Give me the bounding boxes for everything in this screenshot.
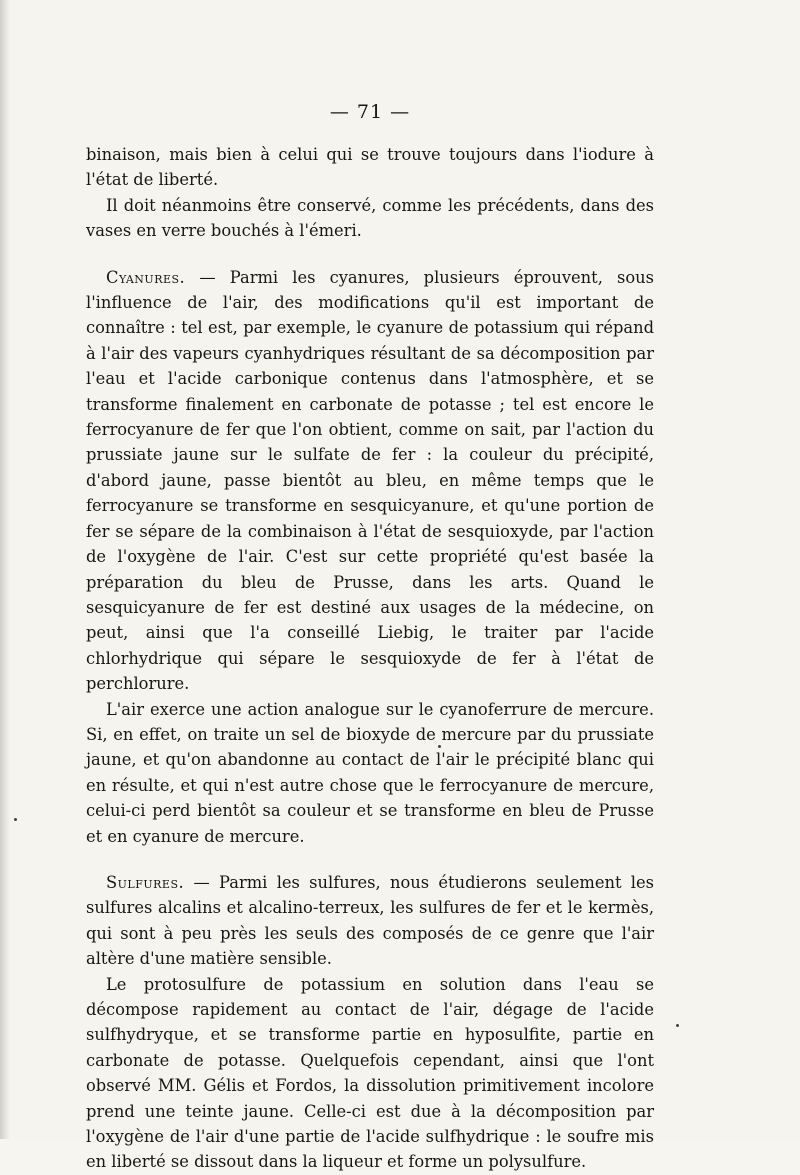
paragraph-protosulfure [86, 972, 654, 1175]
section-cyanures [86, 265, 654, 697]
paragraph-2 [86, 193, 654, 244]
paragraph-1-text: binaison, mais bien à celui qui se trouve toujours dans l'iodure à l'état de liberté. [86, 145, 654, 190]
page-edge-shadow [0, 0, 10, 1139]
section-heading-sulfures: Sulfures. [106, 872, 185, 892]
section-sulfures [86, 870, 654, 972]
ink-speck [14, 818, 17, 821]
paragraph-1 [86, 142, 654, 193]
section-heading-cyanures: Cyanures. [106, 267, 186, 287]
page-number: — 71 — [329, 101, 411, 123]
body-text [86, 142, 654, 1175]
paragraph-cyanoferrure-text: L'air exerce une action analogue sur le cyanoferrure de mercure. Si, en effet, on traite un sel de bioxyde de mercure par du prussiate jaune, et qu'on abandonne au contact de l'air le précipité blanc qui en résulte, et qui n'est autre chose que le ferrocyanure de mercure, celui-ci perd bientôt sa couleur et se transforme en bleu de Prusse et en cyanure de mercure. [86, 699, 654, 846]
section-sulfures-text: — Parmi les sulfures, nous étudierons seulement les sulfures alcalins et alcalino-terreux, les sulfures de fer et le kermès, qui sont à peu près les seuls des composés de ce genre que l'air altère d'une matière sensible. [86, 872, 654, 969]
paragraph-cyanoferrure [86, 697, 654, 849]
section-cyanures-text: — Parmi les cyanures, plusieurs éprouvent, sous l'influence de l'air, des modifications qu'il est important de connaître : tel est, par exemple, le cyanure de potassium qui répand à l'air des vapeurs cyanhydriques résultant de sa décomposition par l'eau et l'acide carbonique contenus dans l'atmosphère, et se transforme finalement en carbonate de potasse ; tel est encore le ferrocyanure de fer que l'on obtient, comme on sait, par l'action du prussiate jaune sur le sulfate de fer : la couleur du précipité, d'abord jaune, passe bientôt au bleu, en même temps que le ferrocyanure se transforme en sesquicyanure, et qu'une portion de fer se sépare de la combinaison à l'état de sesquioxyde, par l'action de l'oxygène de l'air. C'est sur cette propriété qu'est basée la préparation du bleu de Prusse, dans les arts. Quand le sesquicyanure de fer est destiné aux usages de la médecine, on peut, ainsi que l'a conseillé Liebig, le traiter par l'acide chlorhydrique qui sépare le sesquioxyde de fer à l'état de perchlorure. [86, 267, 654, 694]
paragraph-2-text: Il doit néanmoins être conservé, comme les précédents, dans des vases en verre bouchés à l'émeri. [86, 195, 654, 241]
paragraph-protosulfure-text: Le protosulfure de potassium en solution dans l'eau se décompose rapidement au contact de l'air, dégage de l'acide sulfhydryque, et se transforme partie en hyposulfite, partie en carbonate de potasse. Quelquefois cependant, ainsi que l'ont observé MM. Gélis et Fordos, la dissolution primitivement incolore prend une teinte jaune. Celle-ci est due à la décomposition par l'oxygène de l'air d'une partie de l'acide sulfhydrique : le soufre mis en liberté se dissout dans la liqueur et forme un polysulfure. [86, 974, 654, 1172]
ink-speck [676, 1024, 679, 1027]
ink-speck [438, 745, 441, 748]
